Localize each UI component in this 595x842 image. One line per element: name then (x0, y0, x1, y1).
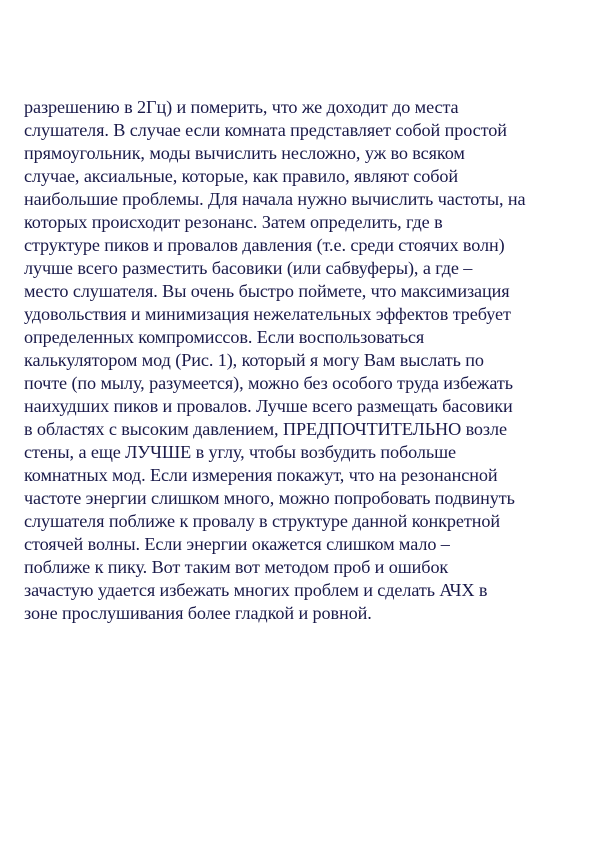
text-line: поближе к пику. Вот таким вот методом проб и ошибок (24, 557, 449, 577)
text-line: разрешению в 2Гц) и померить, что же доходит до места (24, 97, 459, 117)
text-line: стены, а еще ЛУЧШЕ в углу, чтобы возбудить побольше (24, 442, 456, 462)
text-line: определенных компромиссов. Если воспользоваться (24, 327, 425, 347)
text-line: структуре пиков и провалов давления (т.е. среди стоячих волн) (24, 235, 505, 255)
text-line: почте (по мылу, разумеется), можно без особого труда избежать (24, 373, 513, 393)
text-line: стоячей волны. Если энергии окажется слишком мало – (24, 534, 450, 554)
text-line: в областях с высоким давлением, ПРЕДПОЧТИТЕЛЬНО возле (24, 419, 507, 439)
text-line: зоне прослушивания более гладкой и ровной. (24, 603, 372, 623)
text-line: частоте энергии слишком много, можно попробовать подвинуть (24, 488, 515, 508)
text-line: слушателя поближе к провалу в структуре данной конкретной (24, 511, 500, 531)
text-line: которых происходит резонанс. Затем определить, где в (24, 212, 443, 232)
text-line: калькулятором мод (Рис. 1), который я могу Вам выслать по (24, 350, 484, 370)
text-line: случае, аксиальные, которые, как правило, являют собой (24, 166, 459, 186)
text-line: место слушателя. Вы очень быстро поймете, что максимизация (24, 281, 510, 301)
text-line: слушателя. В случае если комната представляет собой простой (24, 120, 507, 140)
text-line: лучше всего разместить басовики (или сабвуферы), а где – (24, 258, 473, 278)
text-line: зачастую удается избежать многих проблем и сделать АЧХ в (24, 580, 488, 600)
text-line: наибольшие проблемы. Для начала нужно вычислить частоты, на (24, 189, 526, 209)
text-line: наихудших пиков и провалов. Лучше всего размещать басовики (24, 396, 513, 416)
text-line: комнатных мод. Если измерения покажут, что на резонансной (24, 465, 498, 485)
text-line: прямоугольник, моды вычислить несложно, уж во всяком (24, 143, 465, 163)
text-line: удовольствия и минимизация нежелательных эффектов требует (24, 304, 511, 324)
